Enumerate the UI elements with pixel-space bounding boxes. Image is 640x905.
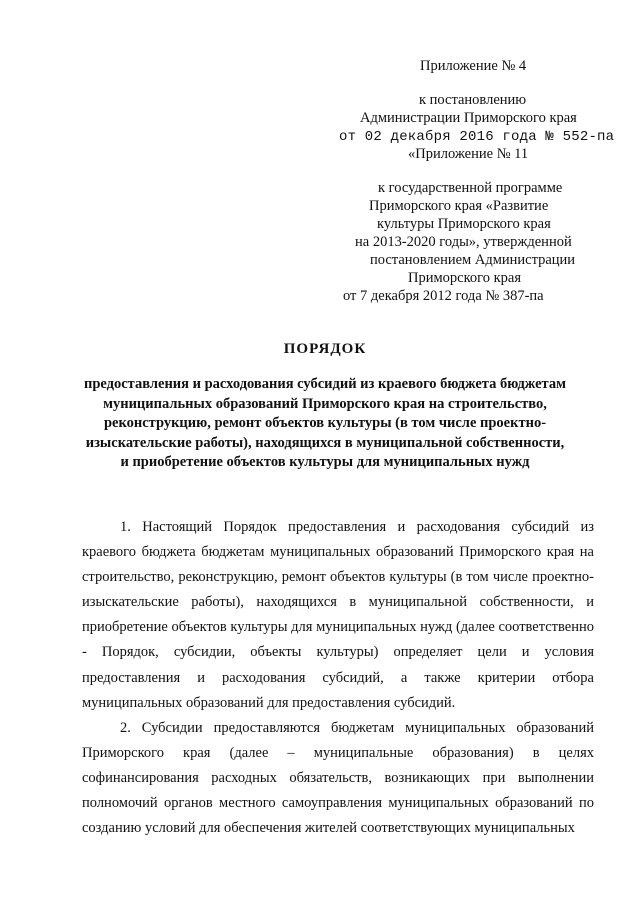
program-line-1: Приморского края «Развитие: [369, 198, 549, 214]
paragraph-1: 1. Настоящий Порядок предоставления и расходования субсидий из краевого бюджета бюджетам муниципальных образований Приморского края на строительство, реконструкцию, ремонт объектов культуры (в том числе проектно-изыскательские работы), находящихся в муниципальной собственности, и приобретение объектов культуры для муниципальных нужд (далее соответственно - Порядок, субсидии, объекты культуры) определяет цели и условия предоставления и расходования субсидий, а также критерии отбора муниципальных образований для предоставления субсидий.: [82, 519, 594, 711]
appendix-11-line: «Приложение № 11: [408, 146, 529, 162]
document-subtitle: предоставления и расходования субсидий из краевого бюджета бюджетам муниципальных образований Приморского края на строительство, реконструкцию, ремонт объектов культуры (в том числе проектно-изыскательские работы), находящихся в муниципальной собственности, и приобретение объектов культуры для муниципальных нужд: [84, 376, 566, 470]
program-line-3: на 2013-2020 годы», утвержденной: [355, 234, 572, 250]
paragraph-2: 2. Субсидии предоставляются бюджетам муниципальных образований Приморского края (далее – муниципальные образования) в целях софинансирования расходных обязательств, возникающих при выполнении полномочий органов местного самоуправления муниципальных образований по созданию условий для обеспечения жителей соответствующих муниципальных: [82, 719, 594, 837]
decree-date-number: от 02 декабря 2016 года № 552-па: [339, 129, 615, 145]
administration-line: Администрации Приморского края: [360, 110, 577, 126]
program-line-4: постановлением Администрации: [370, 252, 576, 268]
program-line-2: культуры Приморского края: [377, 216, 551, 232]
appendix-title: Приложение № 4: [420, 58, 527, 74]
to-program-line: к государственной программе: [378, 180, 563, 196]
program-line-5: Приморского края: [408, 270, 522, 286]
document-body: [82, 515, 594, 841]
program-line-6: от 7 декабря 2012 года № 387-па: [343, 288, 544, 304]
document-title: ПОРЯДОК: [283, 341, 367, 357]
to-decree-line: к постановлению: [419, 92, 527, 108]
